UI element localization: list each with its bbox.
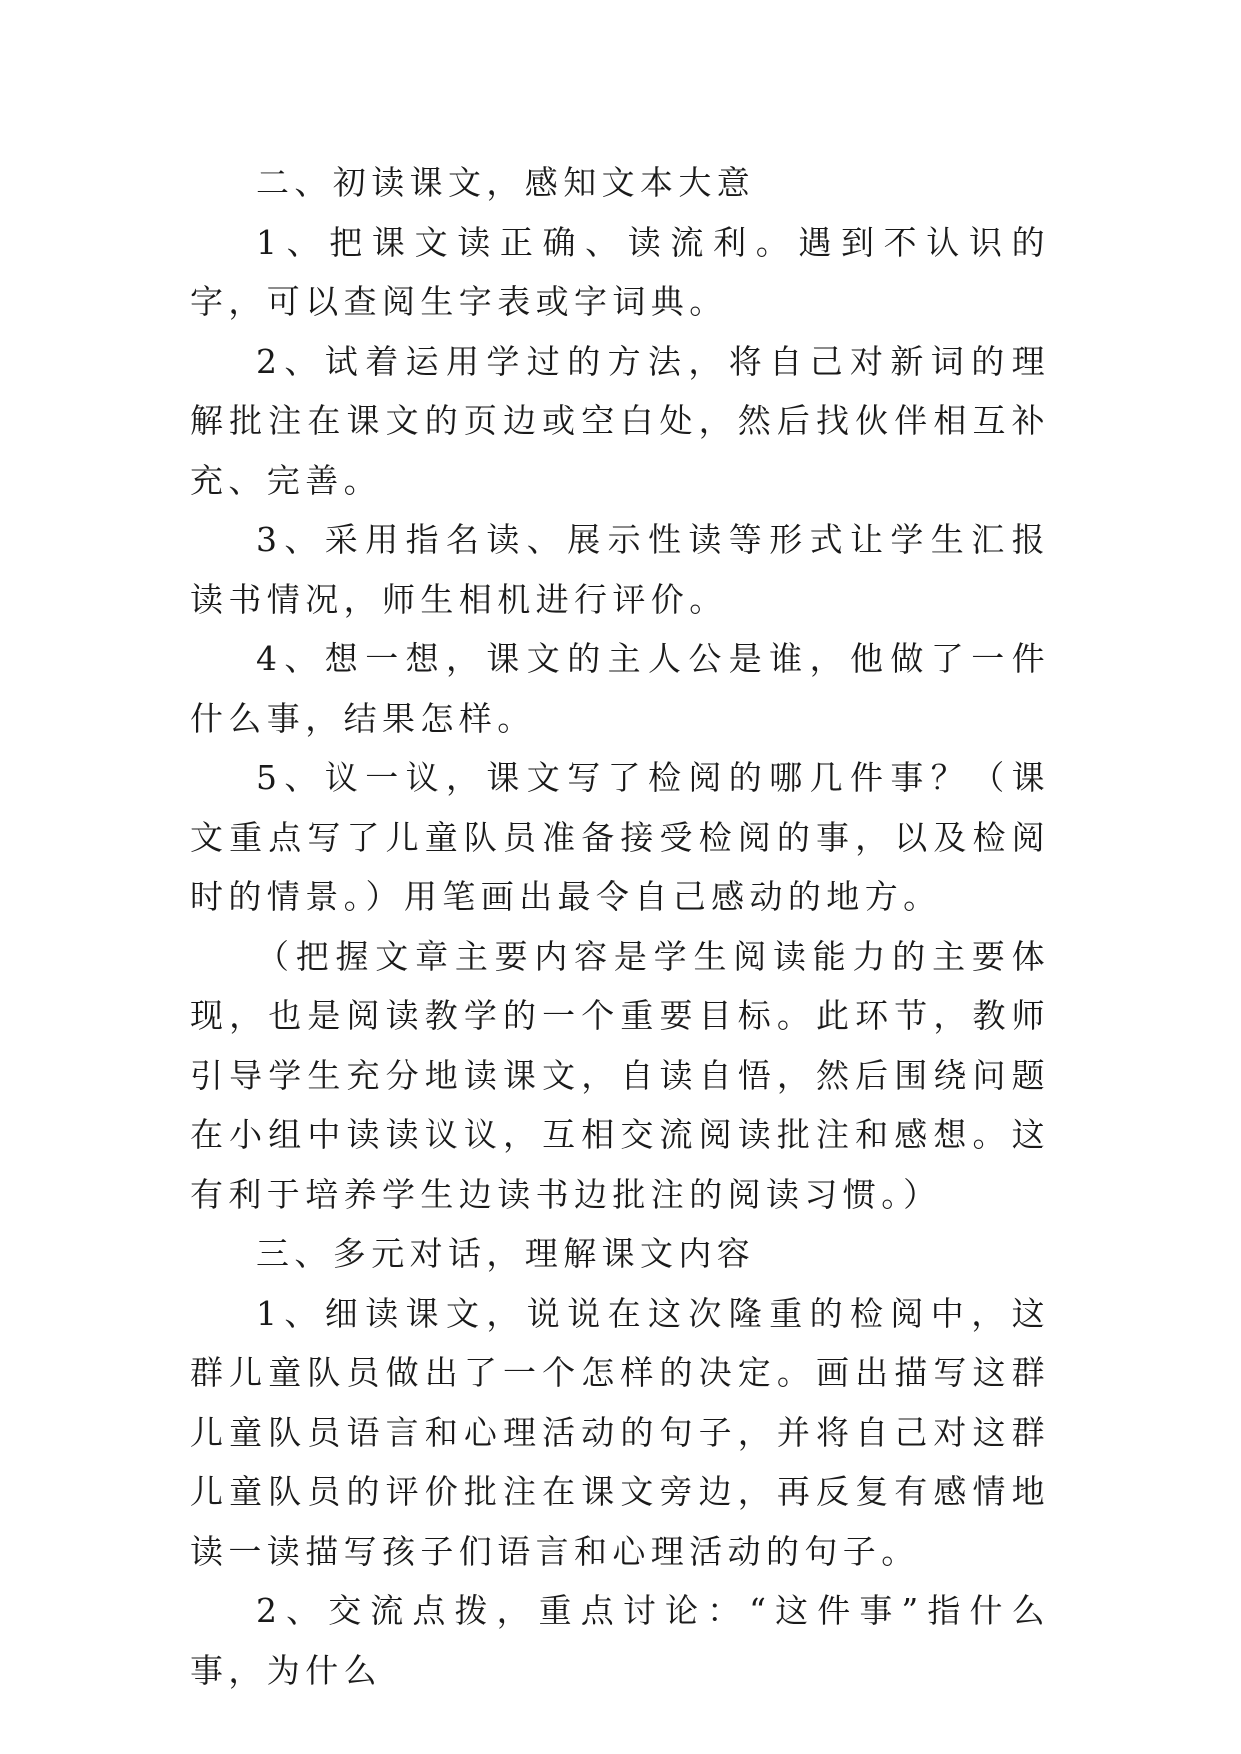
- step-paragraph-3-1: 1、细读课文，说说在这次隆重的检阅中，这群儿童队员做出了一个怎样的决定。画出描写这群儿童队员语言和心理活动的句子，并将自己对这群儿童队员的评价批注在课文旁边，再反复有感情地读一读描写孩子们语言和心理活动的句子。: [190, 1293, 1050, 1571]
- section-heading-2: 二、初读课文，感知文本大意: [256, 163, 756, 202]
- step-paragraph-3-2: 2、交流点拨，重点讨论：“这件事”指什么事，为什么: [190, 1591, 1050, 1690]
- step-paragraph-5: 5、议一议，课文写了检阅的哪几件事？（课文重点写了儿童队员准备接受检阅的事，以及检阅时的情景。）用笔画出最令自己感动的地方。: [190, 758, 1050, 916]
- step-paragraph-4: 4、想一想，课文的主人公是谁，他做了一件什么事，结果怎样。: [190, 639, 1050, 738]
- section-heading-3: 三、多元对话，理解课文内容: [256, 1234, 756, 1273]
- step-paragraph-2: 2、试着运用学过的方法，将自己对新词的理解批注在课文的页边或空白处，然后找伙伴相互补充、完善。: [190, 341, 1050, 500]
- teaching-note-paragraph: （把握文章主要内容是学生阅读能力的主要体现，也是阅读教学的一个重要目标。此环节，教师引导学生充分地读课文，自读自悟，然后围绕问题在小组中读读议议，互相交流阅读批注和感想。这有利于培养学生边读书边批注的阅读习惯。）: [190, 936, 1050, 1214]
- document-body: [190, 153, 1050, 1700]
- step-paragraph-1: 1、把课文读正确、读流利。遇到不认识的字，可以查阅生字表或字词典。: [190, 222, 1050, 321]
- step-paragraph-3: 3、采用指名读、展示性读等形式让学生汇报读书情况，师生相机进行评价。: [190, 520, 1050, 619]
